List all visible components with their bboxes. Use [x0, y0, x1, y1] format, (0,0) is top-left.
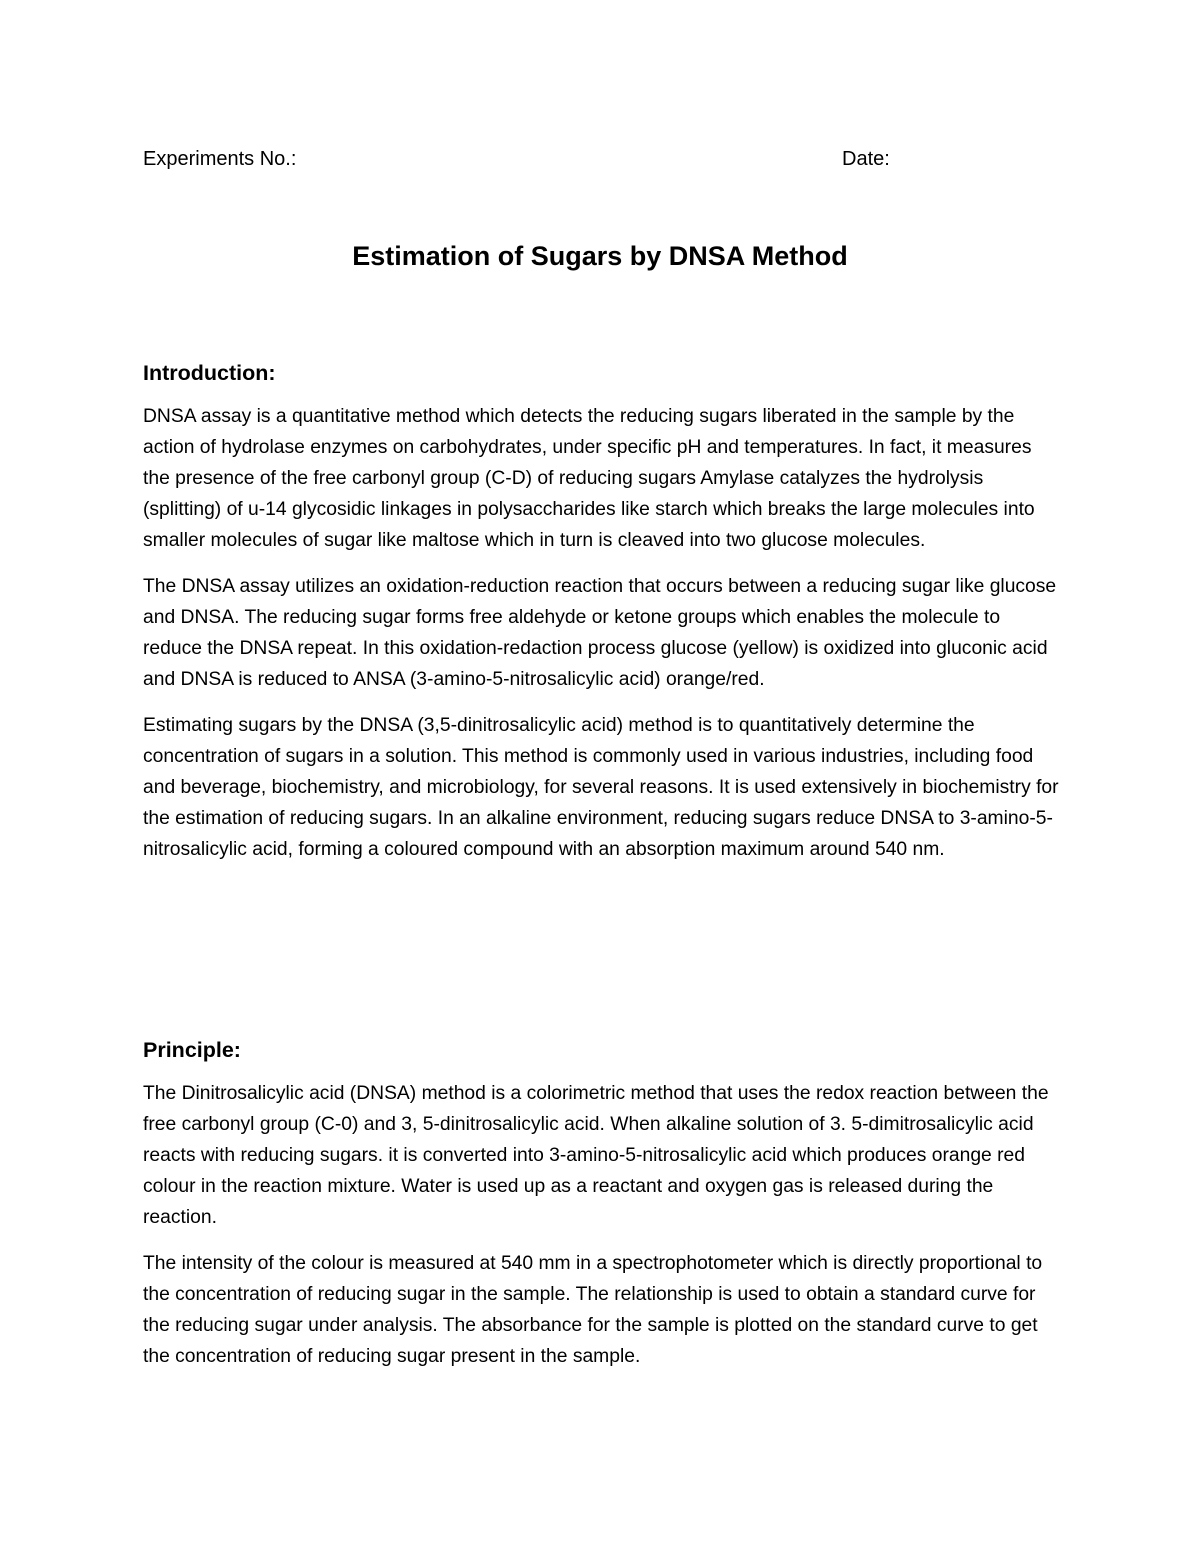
introduction-paragraph-3: Estimating sugars by the DNSA (3,5-dinitrosalicylic acid) method is to quantitatively determine the concentration of sugars in a solution. This method is commonly used in various industries, including food and beverage, biochemistry, and microbiology, for several reasons. It is used extensively in biochemistry for the estimation of reducing sugars. In an alkaline environment, reducing sugars reduce DNSA to 3-amino-5-nitrosalicylic acid, forming a coloured compound with an absorption maximum around 540 nm. [143, 715, 1059, 860]
introduction-heading: Introduction: [143, 361, 276, 385]
introduction-section [143, 357, 1063, 880]
date-label: Date: [842, 148, 890, 170]
document-title: Estimation of Sugars by DNSA Method [352, 241, 848, 271]
principle-paragraph-1: The Dinitrosalicylic acid (DNSA) method is a colorimetric method that uses the redox reaction between the free carbonyl group (C-0) and 3, 5-dinitrosalicylic acid. When alkaline solution of 3. 5-dimitrosalicylic acid reacts with reducing sugars. it is converted into 3-amino-5-nitrosalicylic acid which produces orange red colour in the reaction mixture. Water is used up as a reactant and oxygen gas is released during the reaction. [143, 1083, 1049, 1228]
introduction-paragraph-1: DNSA assay is a quantitative method which detects the reducing sugars liberated in the sample by the action of hydrolase enzymes on carbohydrates, under specific pH and temperatures. In fact, it measures the presence of the free carbonyl group (C-D) of reducing sugars Amylase catalyzes the hydrolysis (splitting) of u-14 glycosidic linkages in polysaccharides like starch which breaks the large molecules into smaller molecules of sugar like maltose which in turn is cleaved into two glucose molecules. [143, 406, 1035, 551]
introduction-paragraph-2: The DNSA assay utilizes an oxidation-reduction reaction that occurs between a reducing sugar like glucose and DNSA. The reducing sugar forms free aldehyde or ketone groups which enables the molecule to reduce the DNSA repeat. In this oxidation-redaction process glucose (yellow) is oxidized into gluconic acid and DNSA is reduced to ANSA (3-amino-5-nitrosalicylic acid) orange/red. [143, 576, 1057, 690]
principle-section [143, 1034, 1063, 1387]
principle-heading: Principle: [143, 1038, 241, 1062]
experiment-number-label: Experiments No.: [143, 148, 297, 170]
principle-paragraph-2: The intensity of the colour is measured at 540 mm in a spectrophotometer which is directly proportional to the concentration of reducing sugar in the sample. The relationship is used to obtain a standard curve for the reducing sugar under analysis. The absorbance for the sample is plotted on the standard curve to get the concentration of reducing sugar present in the sample. [143, 1253, 1043, 1367]
document-header [143, 144, 1057, 174]
